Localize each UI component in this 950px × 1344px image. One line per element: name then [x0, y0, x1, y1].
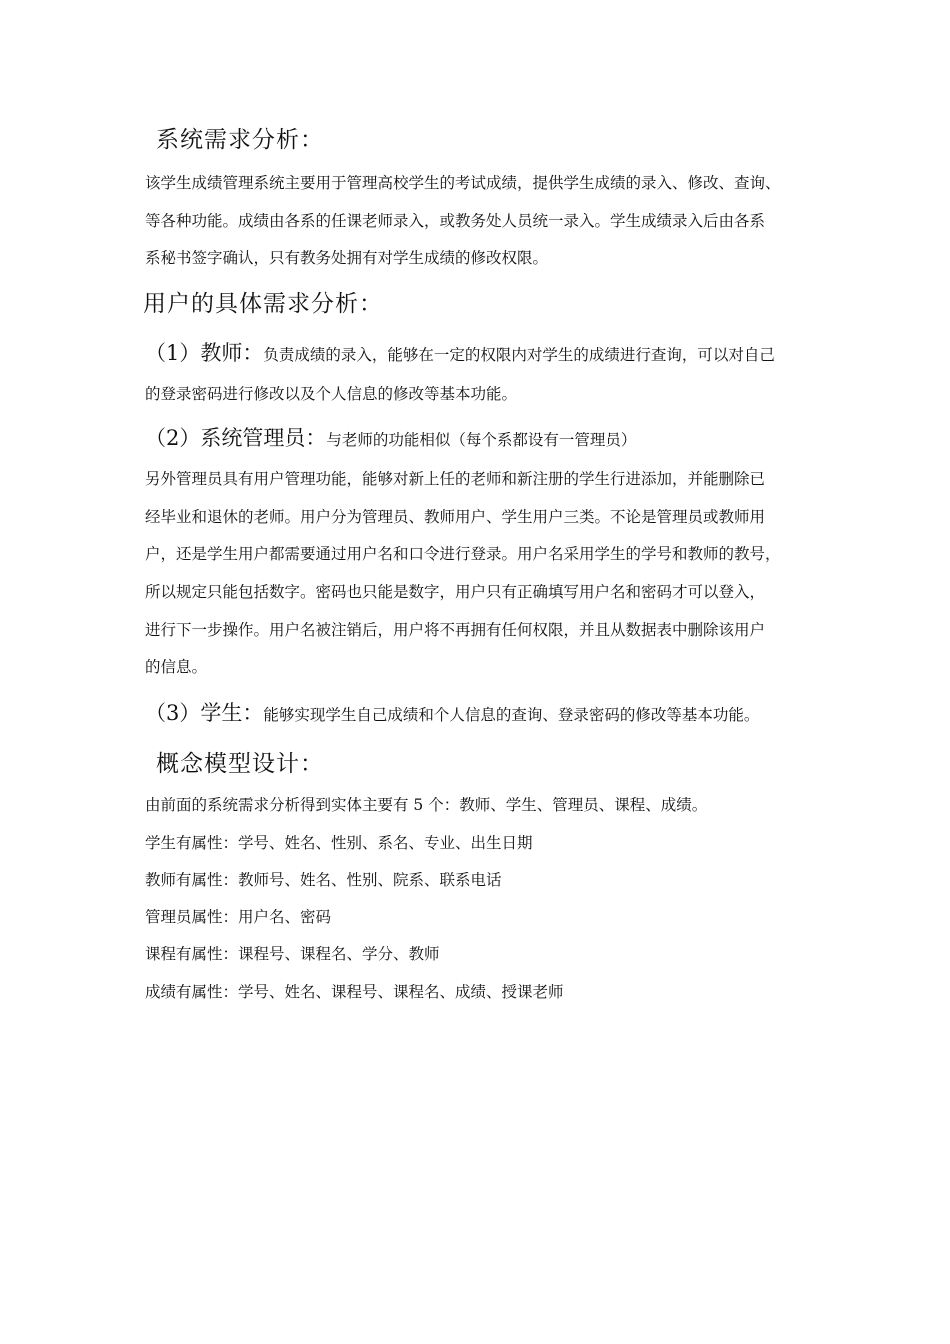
student-label: （3）学生：: [145, 701, 264, 725]
section-heading-conceptual-model: 概念模型设计：: [156, 751, 324, 777]
paragraph-line: 经毕业和退休的老师。用户分为管理员、教师用户、学生用户三类。不论是管理员或教师用: [145, 508, 766, 526]
admin-requirement-line: [145, 422, 636, 452]
paragraph-line: 另外管理员具有用户管理功能，能够对新上任的老师和新注册的学生行进添加，并能删除已: [145, 470, 766, 488]
paragraph-line: 等各种功能。成绩由各系的任课老师录入，或教务处人员统一录入。学生成绩录入后由各系: [145, 212, 766, 230]
admin-label: （2）系统管理员：: [145, 426, 327, 450]
entity-attributes-teacher: 教师有属性：教师号、姓名、性别、院系、联系电话: [145, 871, 502, 889]
section-heading-requirements: 系统需求分析：: [156, 127, 324, 153]
entity-attributes-course: 课程有属性：课程号、课程名、学分、教师: [145, 945, 440, 963]
paragraph-line: 户，还是学生用户都需要通过用户名和口令进行登录。用户名采用学生的学号和教师的教号，: [145, 545, 781, 563]
paragraph-line: 由前面的系统需求分析得到实体主要有 5 个：教师、学生、管理员、课程、成绩。: [145, 796, 708, 814]
student-requirement-line: [145, 697, 759, 727]
paragraph-line: 的登录密码进行修改以及个人信息的修改等基本功能。: [145, 385, 518, 403]
paragraph-line: 所以规定只能包括数字。密码也只能是数字，用户只有正确填写用户名和密码才可以登入，: [145, 583, 766, 601]
entity-attributes-student: 学生有属性：学号、姓名、性别、系名、专业、出生日期: [145, 834, 533, 852]
paragraph-line: 的信息。: [145, 658, 208, 676]
section-heading-user-requirements: 用户的具体需求分析：: [143, 291, 383, 317]
paragraph-line: 该学生成绩管理系统主要用于管理高校学生的考试成绩，提供学生成绩的录入、修改、查询、: [145, 174, 781, 192]
entity-attributes-admin: 管理员属性：用户名、密码: [145, 908, 332, 926]
paragraph-line: 系秘书签字确认，只有教务处拥有对学生成绩的修改权限。: [145, 249, 549, 267]
admin-description: 与老师的功能相似（每个系都设有一管理员）: [326, 431, 637, 449]
student-description: 能够实现学生自己成绩和个人信息的查询、登录密码的修改等基本功能。: [263, 706, 760, 724]
teacher-description: 负责成绩的录入，能够在一定的权限内对学生的成绩进行查询，可以对自己: [263, 346, 775, 364]
teacher-label: （1）教师：: [145, 341, 264, 365]
entity-attributes-grade: 成绩有属性：学号、姓名、课程号、课程名、成绩、授课老师: [145, 983, 564, 1001]
teacher-requirement-line: [145, 337, 775, 367]
paragraph-line: 进行下一步操作。用户名被注销后，用户将不再拥有任何权限，并且从数据表中删除该用户: [145, 621, 766, 639]
